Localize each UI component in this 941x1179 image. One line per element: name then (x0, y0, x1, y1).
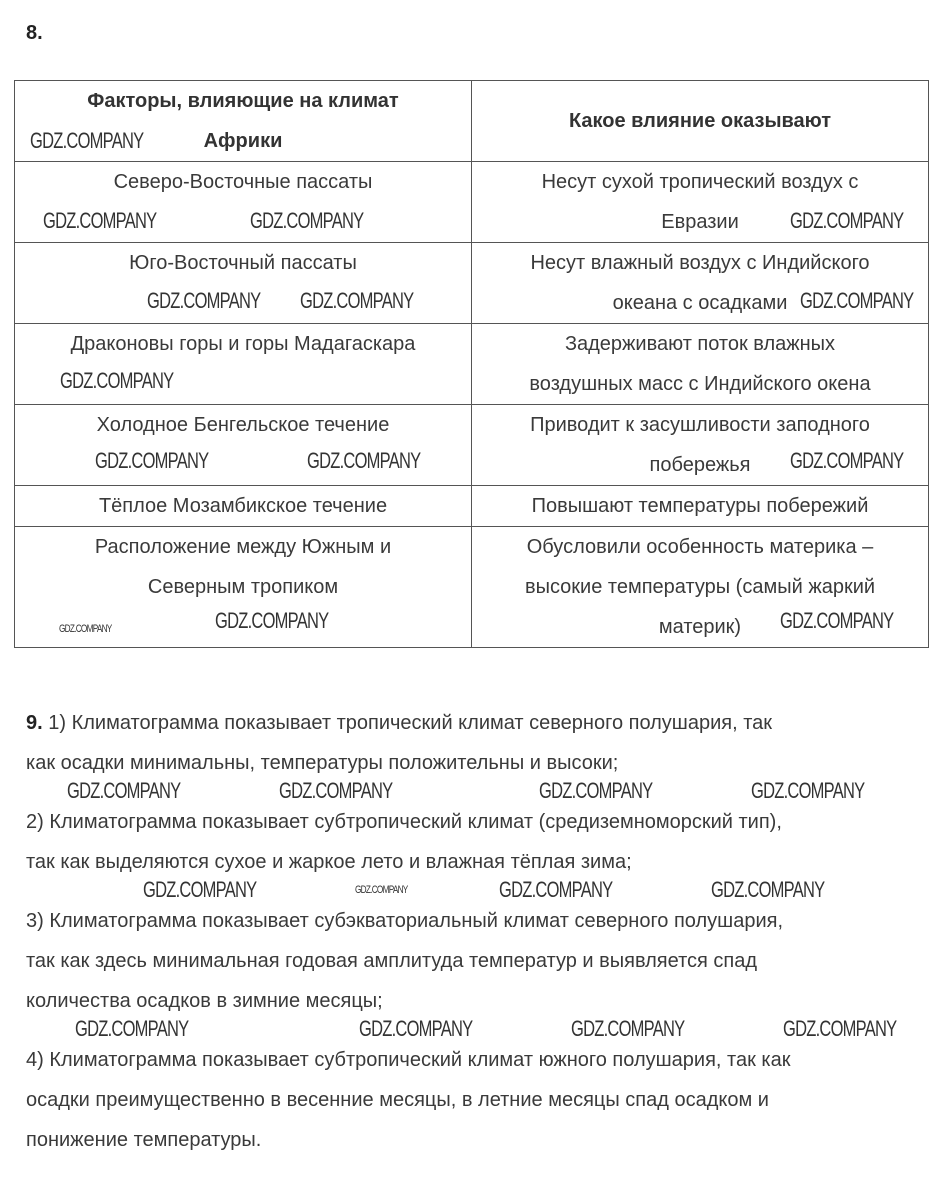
watermark: GDZ.COMPANY (790, 208, 904, 233)
watermark: GDZ.COMPANY (250, 208, 364, 233)
watermark: GDZ.COMPANY (300, 288, 414, 313)
text-line: Холодное Бенгельское течение (96, 414, 390, 436)
text-line: Несут сухой тропический воздух с (541, 171, 859, 193)
text-line: Факторы, влияющие на климат (87, 90, 399, 112)
watermark: GDZ.COMPANY (59, 623, 112, 635)
watermark: GDZ.COMPANY (780, 608, 894, 633)
watermark: GDZ.COMPANY (499, 877, 613, 902)
text-line: 3) Климатограмма показывает субэкваториальный климат северного полушария, (26, 910, 784, 932)
watermark: GDZ.COMPANY (95, 448, 209, 473)
watermark: GDZ.COMPANY (215, 608, 329, 633)
text-line: воздушных масс с Индийского окена (529, 373, 871, 395)
text-line: Обусловили особенность материка – (526, 536, 874, 558)
text-line: понижение температуры. (26, 1129, 262, 1151)
text-line: 2) Климатограмма показывает субтропический климат (средиземноморский тип), (26, 811, 782, 833)
text-line (240, 211, 246, 233)
table-row (15, 405, 929, 486)
header-effect (472, 81, 929, 162)
watermark: GDZ.COMPANY (355, 884, 408, 896)
factor-cell (15, 405, 472, 486)
task-8-number: 8. (26, 22, 43, 44)
text-line: Задерживают поток влажных (564, 333, 836, 355)
text-line (240, 454, 246, 476)
text-line: Евразии (661, 211, 739, 233)
text-line: так как выделяются сухое и жаркое лето и влажная тёплая зима; (26, 851, 632, 873)
watermark: GDZ.COMPANY (790, 448, 904, 473)
climate-factors-table (14, 80, 929, 648)
text-line: 4) Климатограмма показывает субтропический климат южного полушария, так как (26, 1049, 791, 1071)
text-line: Тёплое Мозамбикское течение (98, 495, 388, 517)
text-line: Драконовы горы и горы Мадагаскара (70, 333, 416, 355)
text-line: так как здесь минимальная годовая амплитуда температур и выявляется спад (26, 950, 758, 972)
answer-paragraph (26, 802, 926, 882)
watermark: GDZ.COMPANY (143, 877, 257, 902)
watermark: GDZ.COMPANY (751, 778, 865, 803)
watermark: GDZ.COMPANY (539, 778, 653, 803)
answer-paragraph (26, 901, 926, 1021)
text-line (240, 373, 246, 395)
text-line: Северо-Восточные пассаты (113, 171, 373, 193)
text-line: количества осадков в зимние месяцы; (26, 990, 383, 1012)
watermark: GDZ.COMPANY (43, 208, 157, 233)
effect-cell (472, 486, 929, 527)
watermark: GDZ.COMPANY (75, 1016, 189, 1041)
text-line: Африки (203, 130, 283, 152)
answer-paragraph (26, 1040, 926, 1160)
watermark: GDZ.COMPANY (800, 288, 914, 313)
watermark: GDZ.COMPANY (279, 778, 393, 803)
effect-cell (472, 405, 929, 486)
text-line: Какое влияние оказывают (568, 110, 832, 132)
watermark: GDZ.COMPANY (359, 1016, 473, 1041)
text-line: Юго-Восточный пассаты (129, 252, 357, 274)
factor-cell (15, 486, 472, 527)
text-line: высокие температуры (самый жаркий (524, 576, 876, 598)
watermark: GDZ.COMPANY (711, 877, 825, 902)
text-line: материк) (658, 616, 742, 638)
text-line: Несут влажный воздух с Индийского (530, 252, 870, 274)
text-line: 1) Климатограмма показывает тропический климат северного полушария, так (48, 712, 773, 734)
watermark: GDZ.COMPANY (783, 1016, 897, 1041)
effect-cell (472, 324, 929, 405)
watermark: GDZ.COMPANY (147, 288, 261, 313)
task-9-number: 9. (26, 712, 43, 734)
task-9-answers (26, 703, 926, 1179)
table-header-row (15, 81, 929, 162)
text-line: Расположение между Южным и (94, 536, 392, 558)
watermark: GDZ.COMPANY (60, 368, 174, 393)
text-line: Повышают температуры побережий (531, 495, 869, 517)
answer-paragraph (26, 703, 926, 783)
watermark: GDZ.COMPANY (571, 1016, 685, 1041)
text-line: побережья (649, 454, 751, 476)
text-line: океана с осадками (612, 292, 788, 314)
text-line: Северным тропиком (147, 576, 339, 598)
text-line: как осадки минимальны, температуры положительны и высоки; (26, 752, 619, 774)
watermark: GDZ.COMPANY (30, 128, 144, 153)
watermark: GDZ.COMPANY (67, 778, 181, 803)
table-row (15, 486, 929, 527)
text-line: осадки преимущественно в весенние месяцы, в летние месяцы спад осадком и (26, 1089, 769, 1111)
text-line: Приводит к засушливости заподного (530, 414, 870, 436)
watermark: GDZ.COMPANY (307, 448, 421, 473)
